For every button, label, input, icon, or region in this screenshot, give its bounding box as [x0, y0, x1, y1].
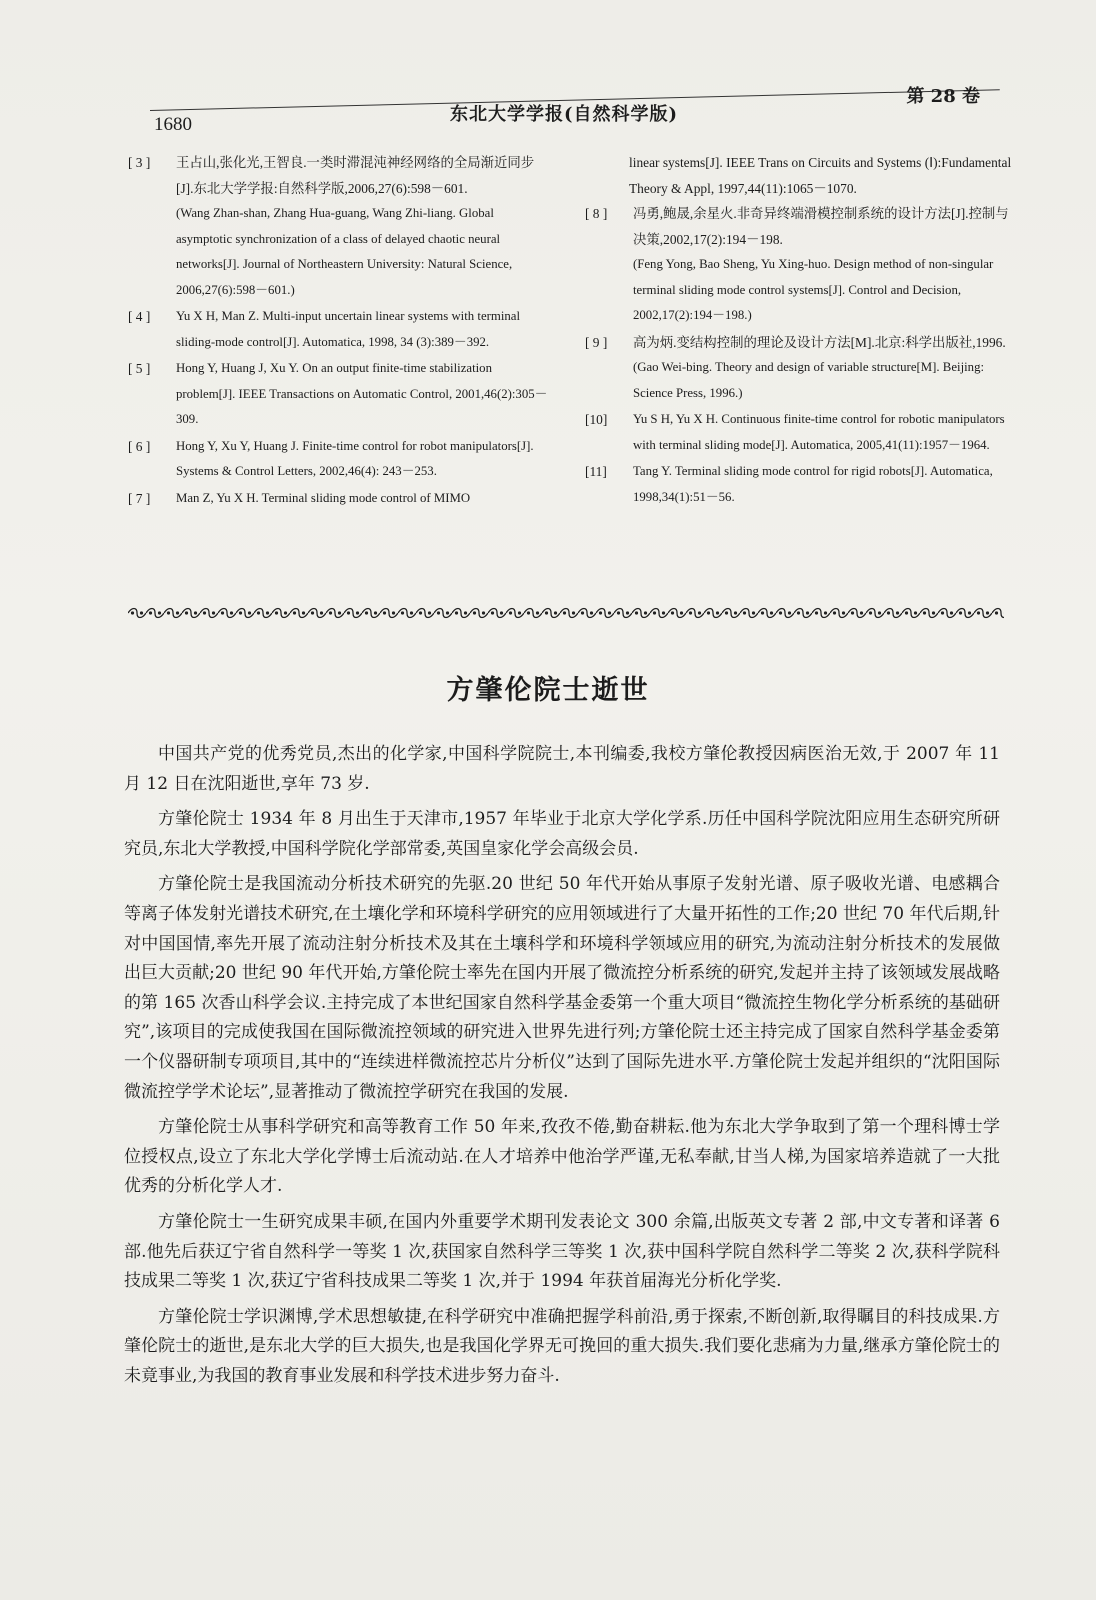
reference-text: Tang Y. Terminal sliding mode control for rigid robots[J]. Automatica, 1998,34(1):51－56. [633, 464, 993, 504]
reference-translation: (Wang Zhan-shan, Zhang Hua-guang, Wang Zhi-liang. Global asymptotic synchronization of a class of delayed chaotic neural networks[J]. Journal of Northeastern University: Natural Science, 2006,27(6):598－601.) [176, 206, 513, 297]
reference-text: 冯勇,鲍晟,余星火.非奇异终端滑模控制系统的设计方法[J].控制与决策,2002,17(2):194－198. [633, 206, 1009, 247]
obituary-paragraph: 方肇伦院士从事科学研究和高等教育工作 50 年来,孜孜不倦,勤奋耕耘.他为东北大学争取到了第一个理科博士学位授权点,设立了东北大学化学博士后流动站.在人才培养中他治学严谨,无私奉献,甘当人梯,为国家培养造就了一大批优秀的分析化学人才. [124, 1117, 1000, 1197]
reference-text: 高为炳.变结构控制的理论及设计方法[M].北京:科学出版社,1996. [633, 334, 1006, 350]
reference-number: [ 7 ] [128, 490, 151, 506]
reference-text: Yu X H, Man Z. Multi-input uncertain linear systems with terminal sliding-mode control[J]. Automatica, 1998, 34 (3):389－392. [176, 309, 521, 349]
reference-text: 王占山,张化光,王智良.一类时滞混沌神经网络的全局渐近同步[J].东北大学学报:自然科学版,2006,27(6):598－601. [176, 155, 535, 196]
obituary-body [124, 740, 1000, 1397]
page-header [150, 76, 1000, 135]
obituary-paragraph: 方肇伦院士是我国流动分析技术研究的先驱.20 世纪 50 年代开始从事原子发射光谱、原子吸收光谱、电感耦合等离子体发射光谱技术研究,在土壤化学和环境科学研究的应用领域进行了大量开拓性的工作;20 世纪 70 年代后期,针对中国国情,率先开展了流动注射分析技术及其在土壤科学和环境科学领域应用的研究,为流动注射分析技术的发展做出巨大贡献;20 世纪 90 年代开始,方肇伦院士率先在国内开展了微流控分析系统的研究,发起并主持了该领域发展战略的第 165 次香山科学会议.主持完成了本世纪国家自然科学基金委第一个重大项目“微流控生物化学分析系统的基础研究”,该项目的完成使我国在国际微流控领域的研究进入世界先进行列;方肇伦院士还主持完成了国家自然科学基金委第一个仪器研制专项项目,其中的“连续进样微流控芯片分析仪”达到了国际先进水平.方肇伦院士发起并组织的“沈阳国际微流控学学术论坛”,显著推动了微流控学研究在我国的发展. [124, 874, 1000, 1102]
obituary-paragraph: 方肇伦院士 1934 年 8 月出生于天津市,1957 年毕业于北京大学化学系.历任中国科学院沈阳应用生态研究所研究员,东北大学教授,中国科学院化学部常委,英国皇家化学会高级会员. [124, 809, 1000, 859]
reference-text: Hong Y, Huang J, Xu Y. On an output finite-time stabilization problem[J]. IEEE Transactions on Automatic Control, 2001,46(2):305－309. [176, 361, 548, 426]
reference-number: [ 3 ] [128, 155, 151, 170]
journal-title: 东北大学学报(自然科学版) [450, 104, 679, 125]
page-number: 1680 [154, 114, 192, 135]
obituary-paragraph: 中国共产党的优秀党员,杰出的化学家,中国科学院院士,本刊编委,我校方肇伦教授因病医治无效,于 2007 年 11 月 12 日在沈阳逝世,享年 73 岁. [124, 744, 1000, 794]
reference-item [128, 434, 548, 485]
obituary-title: 方肇伦院士逝世 [446, 675, 650, 706]
reference-number: [ 8 ] [585, 206, 608, 221]
reference-text: Hong Y, Xu Y, Huang J. Finite-time control for robot manipulators[J]. Systems & Control Letters, 2002,46(4): 243－253. [176, 438, 534, 478]
reference-item [128, 486, 548, 512]
reference-number: [ 6 ] [128, 438, 151, 454]
reference-number: [11] [585, 464, 607, 479]
reference-item [128, 304, 548, 355]
reference-number: [ 4 ] [128, 309, 151, 324]
reference-item [585, 330, 1017, 407]
references-right-column [585, 150, 1017, 511]
reference-number: [ 9 ] [585, 334, 608, 350]
reference-number: [10] [585, 412, 608, 427]
reference-translation: (Feng Yong, Bao Sheng, Yu Xing-huo. Design method of non-singular terminal sliding mode control systems[J]. Control and Decision, 2002,17(2):194－198.) [633, 257, 994, 322]
obituary-paragraph: 方肇伦院士一生研究成果丰硕,在国内外重要学术期刊发表论文 300 余篇,出版英文专著 2 部,中文专著和译著 6 部.他先后获辽宁省自然科学一等奖 1 次,获国家自然科学三等奖 1 次,获中国科学院自然科学二等奖 2 次,获科学院科技成果二等奖 1 次,获辽宁省科技成果二等奖 1 次,并于 1994 年获首届海光分析化学奖. [124, 1211, 1000, 1292]
volume-label: 第 28 卷 [906, 86, 980, 107]
reference-item [128, 150, 548, 303]
references-left-column [128, 150, 548, 512]
reference-item [585, 459, 1017, 510]
reference-continuation: linear systems[J]. IEEE Trans on Circuits and Systems (Ⅰ):Fundamental Theory & Appl, 1997,44(11):1065－1070. [629, 155, 1012, 196]
obituary-paragraph: 方肇伦院士学识渊博,学术思想敏捷,在科学研究中准确把握学科前沿,勇于探索,不断创新,取得瞩目的科技成果.方肇伦院士的逝世,是东北大学的巨大损失,也是我国化学界无可挽回的重大损失.我们要化悲痛为力量,继承方肇伦院士的未竟事业,为我国的教育事业发展和科学技术进步努力奋斗. [124, 1306, 1000, 1386]
reference-translation: (Gao Wei-bing. Theory and design of variable structure[M]. Beijing: Science Press, 1996.) [633, 360, 985, 400]
reference-text: Man Z, Yu X H. Terminal sliding mode control of MIMO [176, 490, 471, 505]
reference-item [128, 356, 548, 433]
reference-item [585, 407, 1017, 458]
reference-item [585, 201, 1017, 329]
reference-text: Yu S H, Yu X H. Continuous finite-time control for robotic manipulators with terminal sliding mode[J]. Automatica, 2005,41(11):1957－1964. [633, 412, 1005, 452]
ornamental-divider [128, 605, 1004, 621]
reference-number: [ 5 ] [128, 361, 151, 376]
